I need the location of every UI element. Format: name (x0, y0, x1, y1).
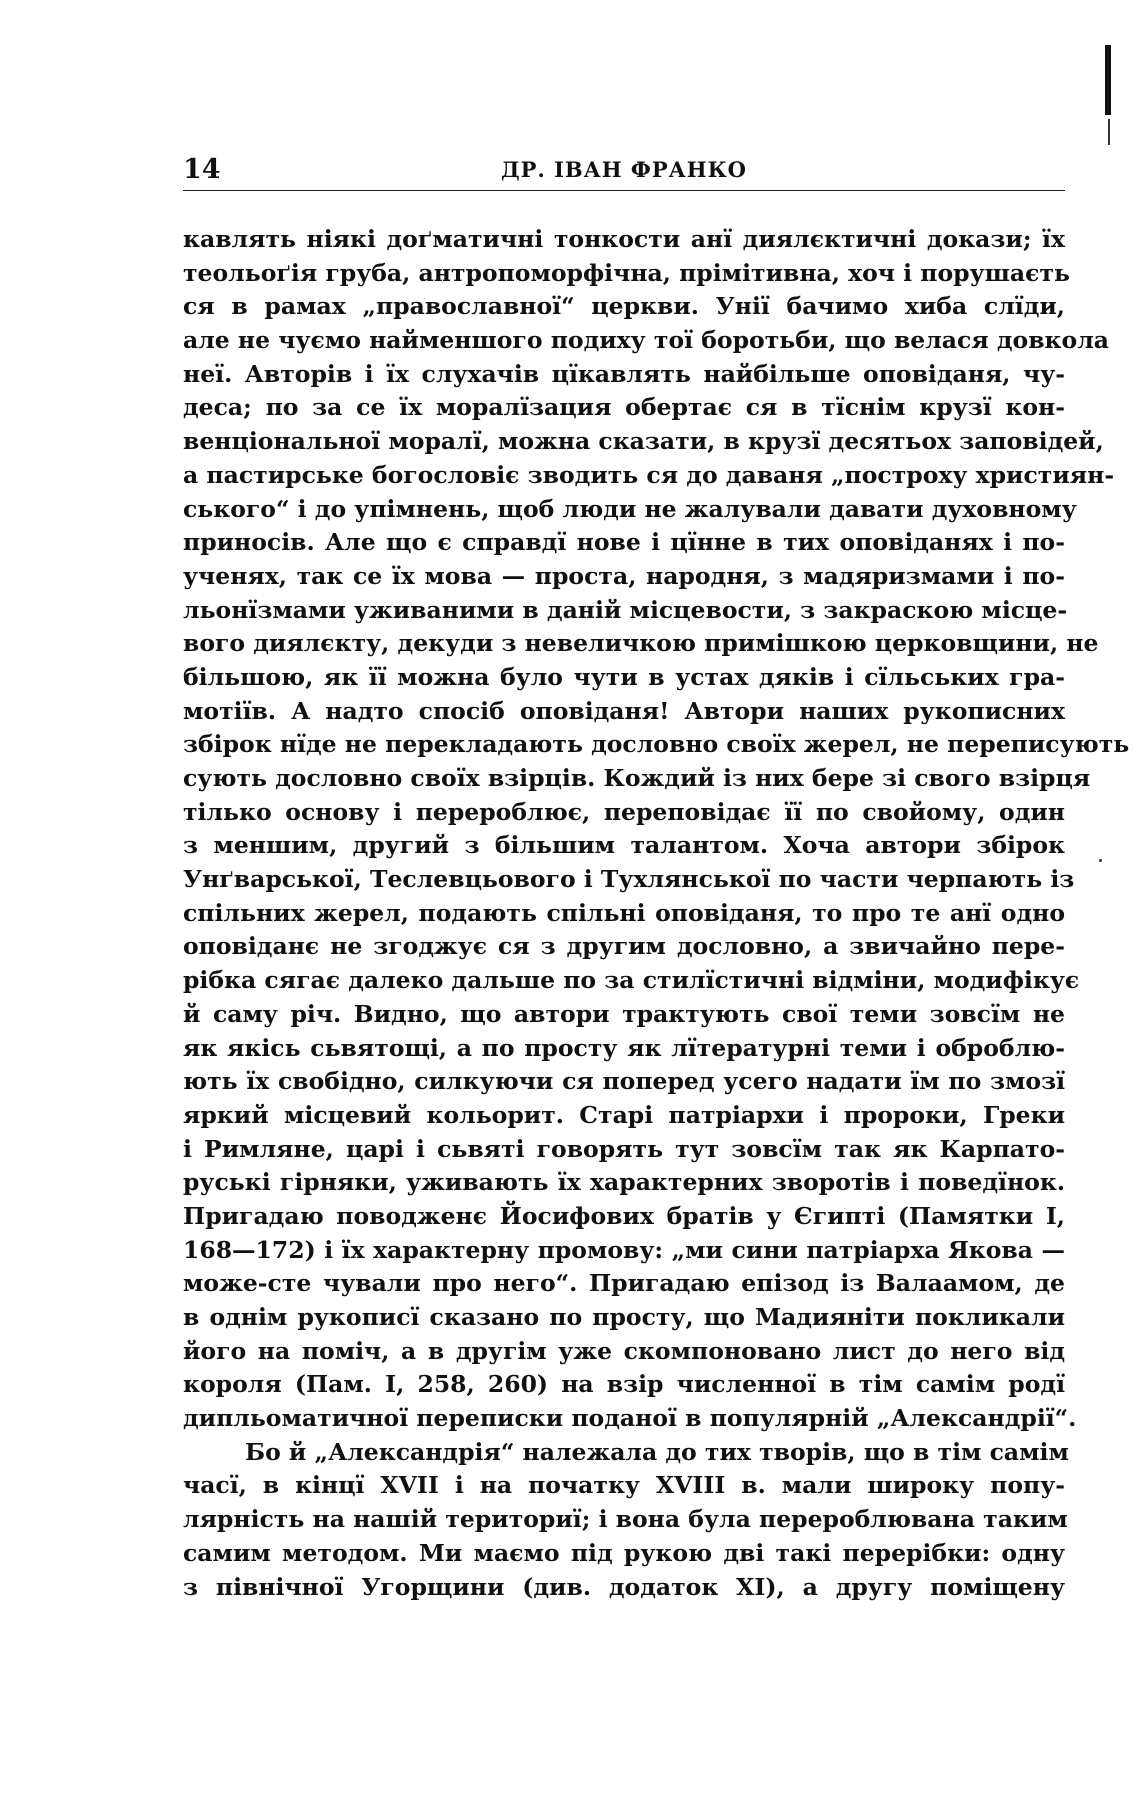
text-line: збірок нїде не перекладають дословно своїх жерел, не переписують (183, 730, 1130, 759)
text-line: і Римляне, царі і сьвяті говорять тут зовсїм так як Карпато- (183, 1134, 1065, 1163)
text-line: дипльоматичної переписки поданої в популярній „Александрії“. (183, 1404, 1077, 1433)
scan-edge-mark-tick (1108, 119, 1110, 145)
text-line: оповіданє не згоджує ся з другим дословно, а звичайно пере- (183, 932, 1065, 961)
text-line: може-сте чували про него“. Пригадаю епізод із Валаамом, де (183, 1269, 1065, 1298)
paragraph-2 (183, 1436, 1069, 1604)
header-rule (183, 190, 1065, 191)
margin-dot (1099, 859, 1102, 862)
text-line: з північної Угорщини (див. додаток XI), а другу поміщену (183, 1572, 1065, 1601)
text-line: теольоґія груба, антропоморфічна, прімітивна, хоч і порушаєть (183, 258, 1070, 287)
text-line: рібка сягає далеко дальше по за стилїстичні відміни, модифікує (183, 966, 1080, 995)
text-line: часї, в кінцї XVII і на початку XVIII в. мали широку попу- (183, 1471, 1065, 1500)
text-line: як якісь сьвятощі, а по просту як лїтературні теми і оброблю- (183, 1033, 1065, 1062)
page-number: 14 (183, 154, 221, 185)
text-line: з меншим, другий з більшим талантом. Хоча автори збірок (183, 831, 1065, 860)
text-line: сують дословно своїх взірців. Кождий із них бере зі свого взірця (183, 764, 1091, 792)
text-line: а пастирське богословіє зводить ся до даваня „построху християн- (183, 460, 1115, 489)
running-head: ДР. ІВАН ФРАНКО (501, 157, 747, 182)
text-line: тілько основу і перероблює, переповідає її по свойому, один (183, 797, 1065, 826)
text-line: й саму річ. Видно, що автори трактують свої теми зовсїм не (183, 999, 1065, 1028)
text-line: більшою, як її можна було чути в устах дяків і сїльських гра- (183, 662, 1065, 691)
text-line: ють їх свобідно, силкуючи ся поперед усего надати їм по змозї (183, 1067, 1065, 1096)
page-header (183, 152, 1065, 188)
text-line: Пригадаю поводженє Йосифових братів у Єгипті (Памятки I, (183, 1201, 1065, 1230)
text-line: самим методом. Ми маємо під рукою дві такі перерібки: одну (183, 1538, 1065, 1567)
text-line: мотіїв. А надто спосіб оповіданя! Автори наших рукописних (183, 696, 1065, 725)
text-line: венціональної моралї, можна сказати, в крузї десятьох заповідей, (183, 427, 1104, 456)
text-line: кавлять ніякі доґматичні тонкости анї диялєктичні докази; їх (183, 225, 1065, 253)
text-line: ся в рамах „православної“ церкви. Унії бачимо хиба слїди, (183, 292, 1065, 321)
text-line: яркий місцевий кольорит. Старі патріархи і пророки, Греки (183, 1100, 1065, 1129)
scan-edge-mark-bar (1105, 45, 1111, 115)
text-line: але не чуємо найменшого подиху тої боротьби, що велася довкола (183, 326, 1109, 355)
text-line: руські гірняки, уживають їх характерних зворотів і поведїнок. (183, 1168, 1065, 1197)
text-line: спільних жерел, подають спільні оповіданя, то про те анї одно (183, 898, 1065, 927)
text-line: неї. Авторів і їх слухачів цїкавлять найбільше оповіданя, чу- (183, 359, 1065, 388)
text-line: льонїзмами уживаними в даній місцевости, з закраскою місце- (183, 595, 1068, 624)
text-line: Унґварської, Теслевцьового і Тухлянської по части черпають із (183, 865, 1075, 894)
text-line: приносів. Але що є справдї нове і цїнне в тих оповіданях і по- (183, 528, 1065, 557)
text-line: вого диялєкту, декуди з невеличкою примішкою церковщини, не (183, 629, 1099, 658)
text-line: його на поміч, а в другім уже скомпоновано лист до него від (183, 1336, 1065, 1365)
scan-edge-mark (1105, 45, 1112, 145)
paragraph-1 (183, 223, 1130, 1436)
text-line: ученях, так се їх мова — проста, народня, з мадяризмами і по- (183, 561, 1065, 590)
text-line: короля (Пам. I, 258, 260) на взір численної в тім самім родї (183, 1370, 1065, 1399)
text-line: 168—172) і їх характерну промову: „ми сини патріарха Якова — (183, 1235, 1065, 1264)
text-line: в однім рукописї сказано по просту, що Мадияніти покликали (183, 1303, 1065, 1331)
text-line: лярність на нашій териториї; і вона була перероблювана таким (183, 1505, 1068, 1534)
text-line: ського“ і до упімнень, щоб люди не жалували давати духовному (183, 494, 1077, 523)
body-text (183, 223, 1130, 1604)
text-line: деса; по за се їх моралїзация обертає ся в тїснім крузї кон- (183, 393, 1065, 422)
text-line: Бо й „Александрія“ належала до тих творів, що в тім самім (245, 1437, 1069, 1466)
